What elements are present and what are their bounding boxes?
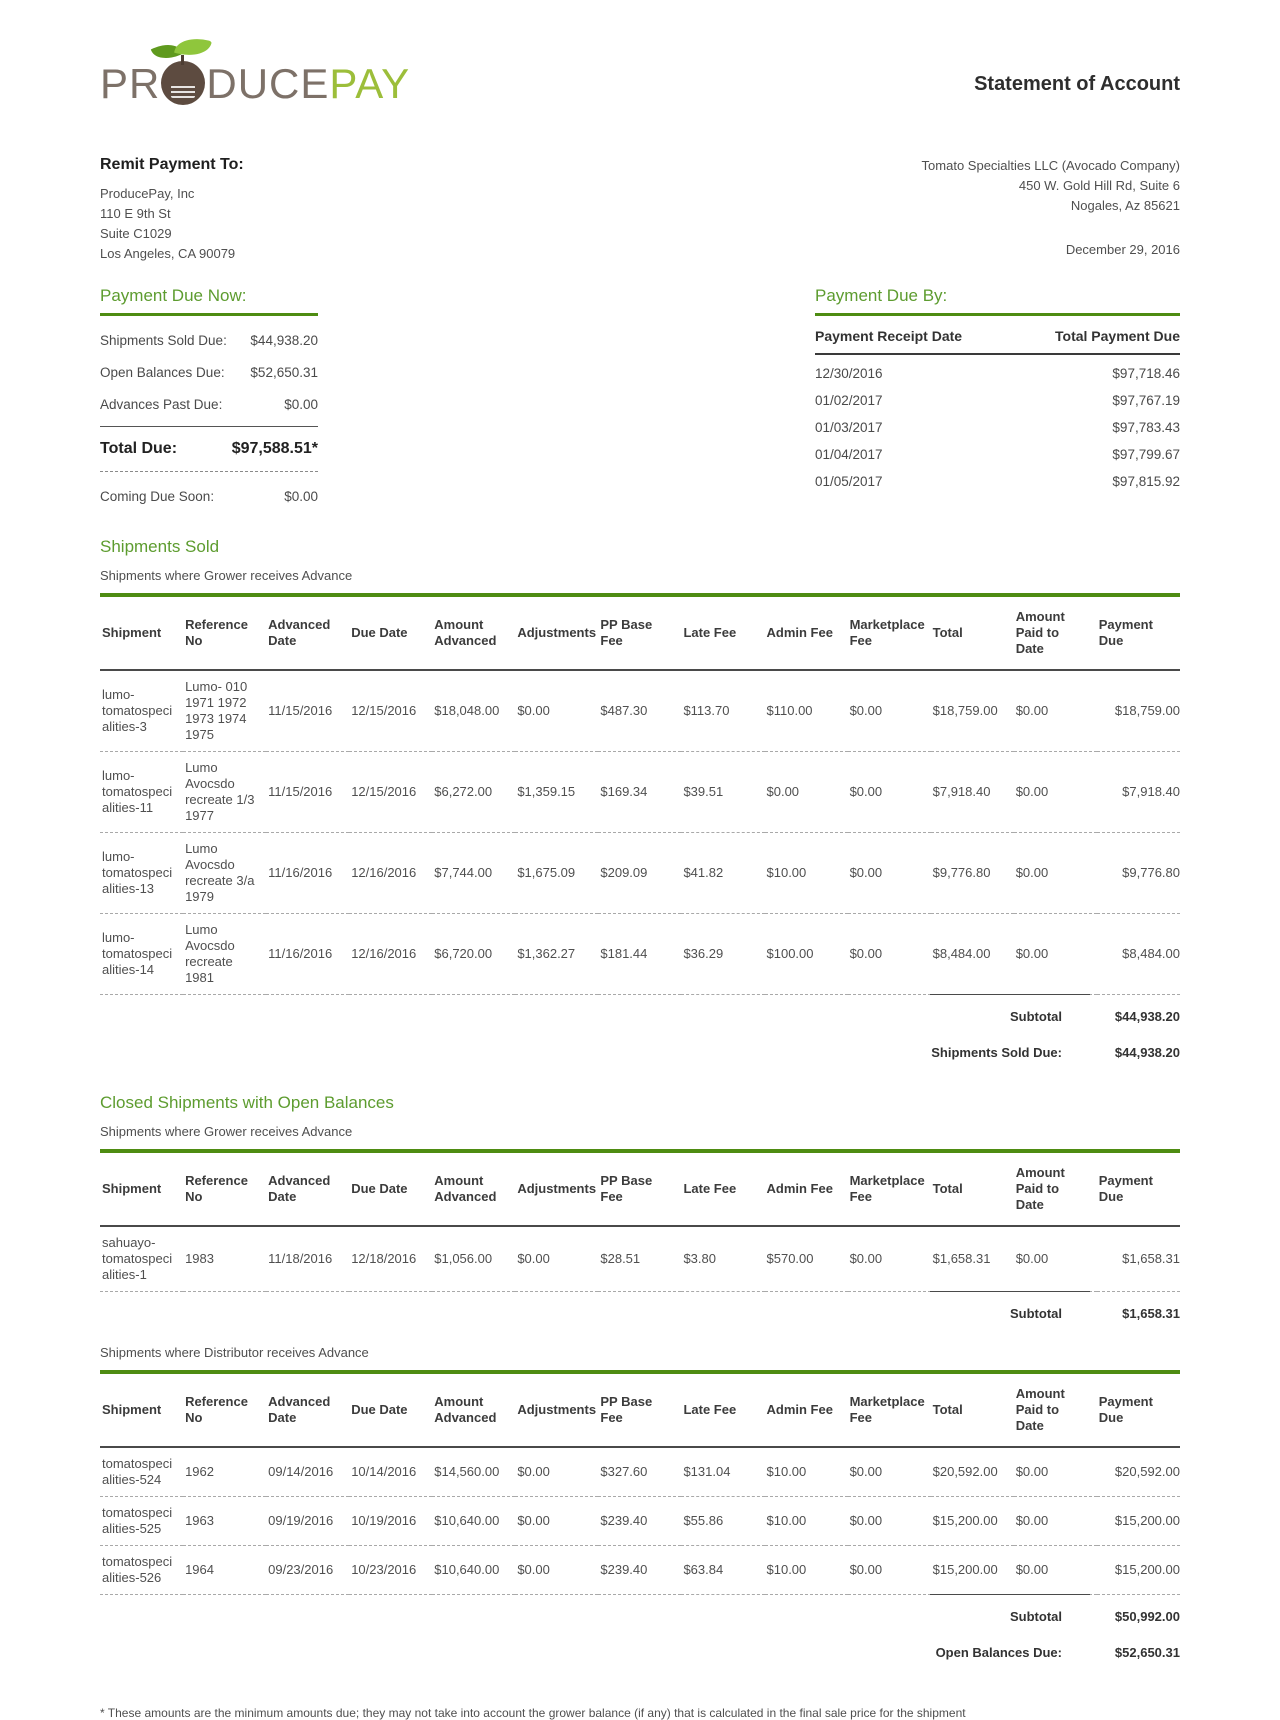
column-header: Amount Advanced — [432, 595, 515, 670]
payment-amount: $97,767.19 — [1112, 393, 1180, 408]
subtotal-label: Subtotal — [1010, 1306, 1062, 1321]
table-cell: $131.04 — [681, 1447, 764, 1497]
column-header: Marketplace Fee — [848, 1151, 931, 1226]
receipt-date: 01/05/2017 — [815, 474, 883, 489]
recipient-block — [922, 156, 1180, 264]
column-header: Total — [931, 595, 1014, 670]
green-rule — [100, 313, 318, 316]
coming-due-label: Coming Due Soon: — [100, 489, 215, 504]
table-cell: 12/15/2016 — [349, 670, 432, 752]
table-cell: $0.00 — [1014, 670, 1097, 752]
table-cell: $15,200.00 — [1097, 1497, 1180, 1546]
table-cell: $209.09 — [598, 833, 681, 914]
table-cell: tomatospecialities-524 — [100, 1447, 183, 1497]
table-header-row — [100, 1372, 1180, 1447]
table-cell: 11/18/2016 — [266, 1226, 349, 1292]
table-cell: $28.51 — [598, 1226, 681, 1292]
dashed-divider — [100, 471, 318, 472]
address-row — [100, 156, 1180, 264]
table-cell: 1964 — [183, 1546, 266, 1595]
table-cell: tomatospecialities-525 — [100, 1497, 183, 1546]
total-due-row — [100, 440, 318, 458]
table-cell: 12/16/2016 — [349, 833, 432, 914]
table-cell: $0.00 — [848, 833, 931, 914]
subtotal-rule — [930, 1594, 1090, 1595]
table-cell: $570.00 — [765, 1226, 848, 1292]
leaf-icon — [174, 33, 212, 61]
column-header: Advanced Date — [266, 1372, 349, 1447]
table-cell: $15,200.00 — [1097, 1546, 1180, 1595]
shipments-sold-section — [100, 537, 1180, 1060]
subtotal-value: $50,992.00 — [1114, 1609, 1180, 1624]
table-cell: 12/16/2016 — [349, 914, 432, 995]
table-row — [100, 1447, 1180, 1497]
column-header: Amount Paid to Date — [1014, 1372, 1097, 1447]
table-row — [100, 670, 1180, 752]
closed-shipments-heading: Closed Shipments with Open Balances — [100, 1093, 394, 1112]
column-header: Admin Fee — [765, 595, 848, 670]
table-cell: 1963 — [183, 1497, 266, 1546]
table-cell: $239.40 — [598, 1546, 681, 1595]
column-header: Late Fee — [681, 1151, 764, 1226]
table-cell: $7,744.00 — [432, 833, 515, 914]
table-cell: $10,640.00 — [432, 1497, 515, 1546]
column-header: Payment Due — [1097, 1372, 1180, 1447]
open-balances-due-row — [100, 1645, 1180, 1660]
subtotal-label: Subtotal — [1010, 1009, 1062, 1024]
column-header: Marketplace Fee — [848, 1372, 931, 1447]
subtotal-value: $1,658.31 — [1122, 1306, 1180, 1321]
summary-row — [100, 397, 318, 412]
table-cell: $0.00 — [1014, 1546, 1097, 1595]
table-cell: $20,592.00 — [931, 1447, 1014, 1497]
table-cell: $100.00 — [765, 914, 848, 995]
payment-due-by-panel — [815, 286, 1180, 504]
stem-icon — [181, 55, 184, 65]
table-cell: $41.82 — [681, 833, 764, 914]
table-row — [100, 833, 1180, 914]
page-title: Statement of Account — [974, 72, 1180, 95]
column-header: Amount Paid to Date — [1014, 1151, 1097, 1226]
green-rule — [815, 313, 1180, 316]
receipt-date: 12/30/2016 — [815, 366, 883, 381]
table-cell: lumo-tomatospecialities-11 — [100, 752, 183, 833]
table-cell: $327.60 — [598, 1447, 681, 1497]
table-cell: $1,658.31 — [931, 1226, 1014, 1292]
table-cell: 09/19/2016 — [266, 1497, 349, 1546]
shipments-sold-table — [100, 593, 1180, 995]
subtotal-row — [100, 1306, 1180, 1321]
table-row — [100, 1226, 1180, 1292]
table-cell: $7,918.40 — [1097, 752, 1180, 833]
grower-open-balances-table — [100, 1149, 1180, 1292]
producepay-logo — [100, 60, 410, 108]
table-cell: $18,759.00 — [931, 670, 1014, 752]
table-cell: $110.00 — [765, 670, 848, 752]
table-cell: $10.00 — [765, 1447, 848, 1497]
column-header: Adjustments — [515, 1151, 598, 1226]
table-cell: $0.00 — [848, 670, 931, 752]
table-cell: Lumo- 010 1971 1972 1973 1974 1975 — [183, 670, 266, 752]
table-cell: 10/14/2016 — [349, 1447, 432, 1497]
table-cell: 11/15/2016 — [266, 752, 349, 833]
table-cell: lumo-tomatospecialities-14 — [100, 914, 183, 995]
table-cell: $1,056.00 — [432, 1226, 515, 1292]
table-cell: $14,560.00 — [432, 1447, 515, 1497]
column-header: Payment Due — [1097, 1151, 1180, 1226]
column-header: Due Date — [349, 595, 432, 670]
shipments-sold-heading: Shipments Sold — [100, 537, 220, 556]
column-header: Shipment — [100, 1151, 183, 1226]
shipments-sold-subheading: Shipments where Grower receives Advance — [100, 568, 353, 583]
recipient-line: Nogales, Az 85621 — [1070, 198, 1180, 213]
table-cell: $0.00 — [765, 752, 848, 833]
table-cell: Lumo Avocsdo recreate 1/3 1977 — [183, 752, 266, 833]
column-header: Admin Fee — [765, 1372, 848, 1447]
table-cell: $0.00 — [848, 914, 931, 995]
table-cell: $1,658.31 — [1097, 1226, 1180, 1292]
total-due-label: Total Due: — [100, 440, 178, 457]
table-cell: lumo-tomatospecialities-13 — [100, 833, 183, 914]
table-cell: $0.00 — [515, 1546, 598, 1595]
shipments-sold-due-label: Shipments Sold Due: — [931, 1045, 1062, 1060]
table-cell: $9,776.80 — [931, 833, 1014, 914]
column-header: Late Fee — [681, 1372, 764, 1447]
table-cell: $18,048.00 — [432, 670, 515, 752]
column-header: Adjustments — [515, 595, 598, 670]
table-cell: Lumo Avocsdo recreate 3/a 1979 — [183, 833, 266, 914]
table-cell: $7,918.40 — [931, 752, 1014, 833]
due-by-row — [815, 360, 1180, 387]
column-header: Due Date — [349, 1151, 432, 1226]
column-header: Reference No — [183, 1372, 266, 1447]
logo-text: PR — [100, 60, 161, 107]
logo-text: DUCE — [206, 60, 330, 107]
table-cell: $63.84 — [681, 1546, 764, 1595]
distributor-subheading: Shipments where Distributor receives Advance — [100, 1345, 369, 1360]
table-cell: $239.40 — [598, 1497, 681, 1546]
subtotal-label: Subtotal — [1010, 1609, 1062, 1624]
column-header: Amount Paid to Date — [1014, 595, 1097, 670]
table-cell: $1,362.27 — [515, 914, 598, 995]
table-cell: $36.29 — [681, 914, 764, 995]
table-cell: $20,592.00 — [1097, 1447, 1180, 1497]
payment-amount: $97,718.46 — [1112, 366, 1180, 381]
table-cell: $0.00 — [515, 1497, 598, 1546]
shipments-sold-due-value: $44,938.20 — [1114, 1045, 1180, 1060]
due-by-header-row — [815, 328, 1180, 355]
remit-block — [100, 156, 244, 264]
table-cell: $10,640.00 — [432, 1546, 515, 1595]
recipient-line: 450 W. Gold Hill Rd, Suite 6 — [1018, 178, 1180, 193]
table-cell: $0.00 — [1014, 1497, 1097, 1546]
grower-subheading: Shipments where Grower receives Advance — [100, 1124, 353, 1139]
subtotal-row — [100, 1609, 1180, 1624]
summary-label: Open Balances Due: — [100, 365, 225, 380]
distributor-open-balances-table — [100, 1370, 1180, 1595]
payment-due-now-heading: Payment Due Now: — [100, 286, 247, 305]
column-header: Advanced Date — [266, 595, 349, 670]
table-cell: $113.70 — [681, 670, 764, 752]
table-cell: $0.00 — [848, 752, 931, 833]
table-cell: $0.00 — [848, 1226, 931, 1292]
summary-value: $0.00 — [284, 397, 318, 412]
coming-due-row — [100, 489, 318, 504]
table-cell: $10.00 — [765, 833, 848, 914]
table-cell: $39.51 — [681, 752, 764, 833]
table-cell: $0.00 — [1014, 833, 1097, 914]
table-cell: $55.86 — [681, 1497, 764, 1546]
payment-amount: $97,815.92 — [1112, 474, 1180, 489]
table-cell: $0.00 — [1014, 752, 1097, 833]
total-due-value: $97,588.51* — [231, 440, 318, 457]
coming-due-value: $0.00 — [284, 489, 318, 504]
footnote: * These amounts are the minimum amounts due; they may not take into account the grower balance (if any) that is calculated in the final sale price for the shipment — [100, 1706, 966, 1720]
payment-summary-row — [100, 286, 1180, 504]
receipt-date: 01/02/2017 — [815, 393, 883, 408]
payment-amount: $97,783.43 — [1112, 420, 1180, 435]
table-cell: 1962 — [183, 1447, 266, 1497]
column-header: PP Base Fee — [598, 1372, 681, 1447]
table-row — [100, 1546, 1180, 1595]
table-cell: $0.00 — [1014, 1447, 1097, 1497]
column-header: Late Fee — [681, 595, 764, 670]
due-by-rows — [815, 360, 1180, 495]
logo-text-pay: PAY — [329, 60, 411, 107]
table-cell: lumo-tomatospecialities-3 — [100, 670, 183, 752]
table-header-row — [100, 595, 1180, 670]
open-balances-due-value: $52,650.31 — [1114, 1645, 1180, 1660]
summary-row — [100, 365, 318, 380]
payment-amount: $97,799.67 — [1112, 447, 1180, 462]
table-row — [100, 1497, 1180, 1546]
due-by-row — [815, 414, 1180, 441]
table-cell: $0.00 — [1014, 914, 1097, 995]
crate-icon — [171, 85, 195, 98]
due-by-row — [815, 441, 1180, 468]
summary-value: $44,938.20 — [250, 333, 318, 348]
table-cell: $6,272.00 — [432, 752, 515, 833]
column-header: Marketplace Fee — [848, 595, 931, 670]
receipt-date: 01/03/2017 — [815, 420, 883, 435]
table-cell: $1,675.09 — [515, 833, 598, 914]
table-cell: tomatospecialities-526 — [100, 1546, 183, 1595]
table-cell: 11/15/2016 — [266, 670, 349, 752]
column-header: Reference No — [183, 595, 266, 670]
table-cell: $1,359.15 — [515, 752, 598, 833]
table-cell: $169.34 — [598, 752, 681, 833]
column-header: Shipment — [100, 595, 183, 670]
column-header: Admin Fee — [765, 1151, 848, 1226]
page-header — [100, 40, 1180, 128]
table-cell: $6,720.00 — [432, 914, 515, 995]
open-balances-due-label: Open Balances Due: — [935, 1645, 1062, 1660]
payment-due-by-heading: Payment Due By: — [815, 286, 948, 305]
column-header: PP Base Fee — [598, 595, 681, 670]
closed-shipments-section — [100, 1093, 1180, 1660]
table-cell: $181.44 — [598, 914, 681, 995]
subtotal-rule — [930, 1291, 1090, 1292]
remit-heading: Remit Payment To: — [100, 156, 244, 173]
remit-line: Suite C1029 — [100, 226, 172, 241]
column-header: Advanced Date — [266, 1151, 349, 1226]
table-cell: $0.00 — [515, 1226, 598, 1292]
shipments-sold-due-row — [100, 1045, 1180, 1060]
table-cell: $9,776.80 — [1097, 833, 1180, 914]
column-header: Payment Due — [1097, 595, 1180, 670]
column-header: Total — [931, 1372, 1014, 1447]
table-cell: 09/14/2016 — [266, 1447, 349, 1497]
produce-fruit-icon — [161, 61, 205, 105]
column-header: Total — [931, 1151, 1014, 1226]
table-row — [100, 752, 1180, 833]
summary-label: Advances Past Due: — [100, 397, 223, 412]
table-cell: 1983 — [183, 1226, 266, 1292]
column-header: Adjustments — [515, 1372, 598, 1447]
column-header: Amount Advanced — [432, 1151, 515, 1226]
table-cell: $8,484.00 — [1097, 914, 1180, 995]
table-cell: 12/15/2016 — [349, 752, 432, 833]
statement-date: December 29, 2016 — [1065, 242, 1180, 257]
payment-due-now-panel — [100, 286, 318, 504]
due-by-row — [815, 387, 1180, 414]
table-cell: $0.00 — [1014, 1226, 1097, 1292]
table-cell: sahuayo-tomatospecialities-1 — [100, 1226, 183, 1292]
table-cell: 12/18/2016 — [349, 1226, 432, 1292]
table-cell: $15,200.00 — [931, 1546, 1014, 1595]
column-header: Due Date — [349, 1372, 432, 1447]
table-cell: $0.00 — [848, 1497, 931, 1546]
table-cell: $10.00 — [765, 1497, 848, 1546]
table-cell: $487.30 — [598, 670, 681, 752]
divider — [100, 426, 318, 427]
table-cell: $0.00 — [515, 1447, 598, 1497]
table-cell: 10/23/2016 — [349, 1546, 432, 1595]
table-cell: $3.80 — [681, 1226, 764, 1292]
table-cell: 11/16/2016 — [266, 914, 349, 995]
table-cell: $18,759.00 — [1097, 670, 1180, 752]
summary-row — [100, 333, 318, 348]
remit-line: 110 E 9th St — [100, 206, 171, 221]
remit-line: ProducePay, Inc — [100, 186, 195, 201]
table-cell: 09/23/2016 — [266, 1546, 349, 1595]
table-cell: Lumo Avocsdo recreate 1981 — [183, 914, 266, 995]
summary-value: $52,650.31 — [250, 365, 318, 380]
table-cell: $15,200.00 — [931, 1497, 1014, 1546]
recipient-line: Tomato Specialties LLC (Avocado Company) — [921, 158, 1180, 173]
table-cell: $10.00 — [765, 1546, 848, 1595]
table-cell: 10/19/2016 — [349, 1497, 432, 1546]
due-by-row — [815, 468, 1180, 495]
subtotal-rule — [930, 994, 1090, 995]
subtotal-value: $44,938.20 — [1114, 1009, 1180, 1024]
subtotal-row — [100, 1009, 1180, 1024]
column-header: PP Base Fee — [598, 1151, 681, 1226]
column-header: Total Payment Due — [1055, 328, 1180, 344]
column-header: Payment Receipt Date — [815, 328, 963, 344]
receipt-date: 01/04/2017 — [815, 447, 883, 462]
table-cell: $0.00 — [848, 1447, 931, 1497]
column-header: Shipment — [100, 1372, 183, 1447]
column-header: Amount Advanced — [432, 1372, 515, 1447]
table-cell: 11/16/2016 — [266, 833, 349, 914]
table-cell: $0.00 — [848, 1546, 931, 1595]
table-cell: $0.00 — [515, 670, 598, 752]
summary-label: Shipments Sold Due: — [100, 333, 227, 348]
remit-line: Los Angeles, CA 90079 — [100, 246, 236, 261]
column-header: Reference No — [183, 1151, 266, 1226]
table-cell: $8,484.00 — [931, 914, 1014, 995]
table-header-row — [100, 1151, 1180, 1226]
table-row — [100, 914, 1180, 995]
